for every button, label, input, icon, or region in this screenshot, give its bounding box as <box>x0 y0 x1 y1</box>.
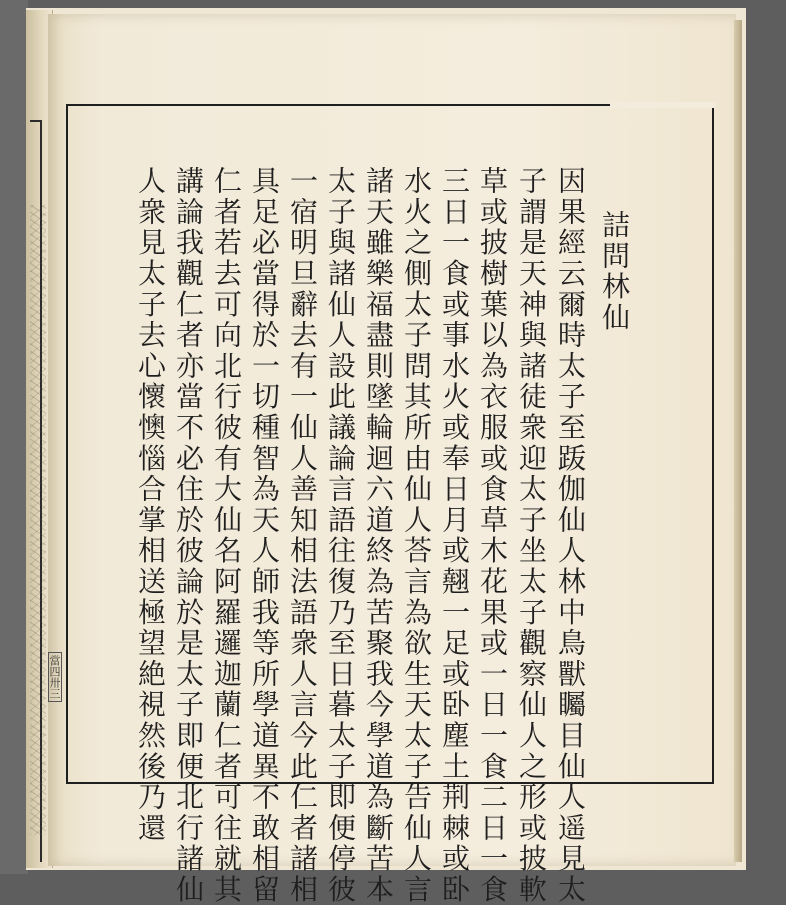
page-margin-label: 當四卅三 <box>48 652 62 702</box>
viewer-background <box>0 0 28 874</box>
text-column-3: 草或披樹葉以為衣服或食草木花果或一日一食二日一食 <box>476 166 509 905</box>
text-column-4: 三日一食或事水火或奉日月或翹一足或卧塵土荆棘或卧 <box>438 166 471 905</box>
text-column-5: 水火之側太子問其所由仙人荅言為欲生天太子告仙人言 <box>400 166 433 905</box>
text-column-12: 人衆見太子去心懷懊惱合掌相送極望絶視然後乃還 <box>134 166 167 844</box>
text-column-1: 因果經云爾時太子至䟦伽仙人林中鳥獸矚目仙人遥見太 <box>554 166 587 905</box>
frame-gap <box>610 102 716 108</box>
text-column-6: 諸天雖樂福盡則墜輪迴六道終為苦聚我今學道為斷苦本 <box>362 166 395 905</box>
page-fore-edge <box>734 20 742 862</box>
text-column-9: 具足必當得於一切種智為天人師我等所學道異不敢相留 <box>248 166 281 905</box>
text-column-8: 一宿明旦辭去有一仙人善知相法語衆人言今此仁者諸相 <box>286 166 319 905</box>
text-column-7: 太子與諸仙人設此議論言語往復乃至日暮太子即便停彼 <box>324 166 357 905</box>
text-column-11: 講論我觀仁者亦當不必住於彼論於是太子即便北行諸仙 <box>172 166 205 905</box>
section-title: 詰問林仙 <box>598 210 631 334</box>
text-column-10: 仁者若去可向北行彼有大仙名阿羅邏迦蘭仁者可往就其 <box>210 166 243 905</box>
text-column-2: 子謂是天神與諸徒衆迎太子坐太子觀察仙人之形或披軟 <box>515 166 548 905</box>
previous-page-illustration <box>30 205 46 835</box>
